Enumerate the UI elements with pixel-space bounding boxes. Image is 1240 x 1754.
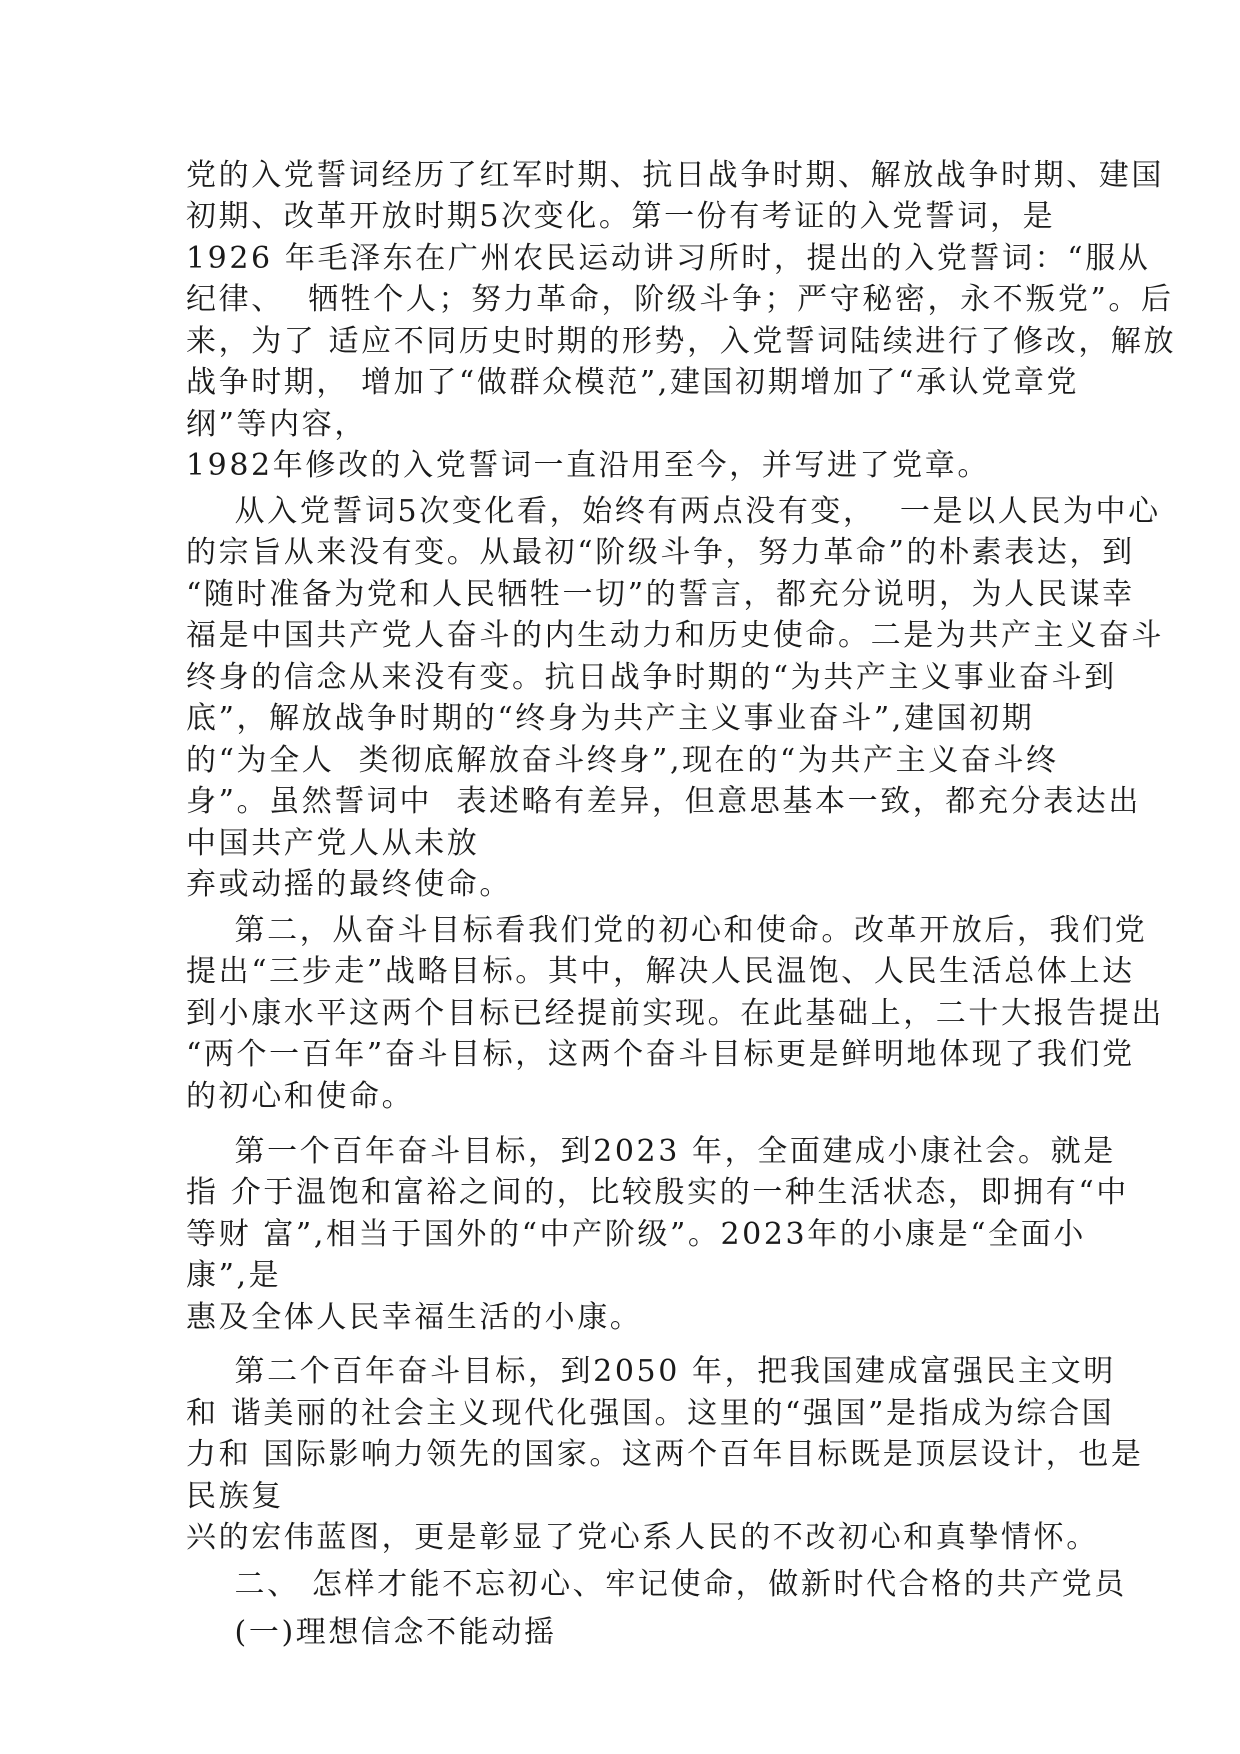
section-heading: 二、 怎样才能不忘初心、牢记使命，做新时代合格的共产党员 (186, 1567, 1127, 1603)
text-line: 弃或动摇的最终使命。 (186, 867, 512, 903)
text-line: 等财 富”,相当于国外的“中产阶级”。2023年的小康是“全面小 (186, 1216, 1086, 1252)
text-line: 1982年修改的入党誓词一直沿用至今，并写进了党章。 (186, 448, 990, 484)
subsection-heading: (一)理想信念不能动摇 (186, 1615, 557, 1650)
text-line: 的宗旨从来没有变。从最初“阶级斗争，努力革命”的朴素表达，到 (186, 535, 1135, 571)
text-line: 纲”等内容， (186, 406, 367, 442)
text-line: 身”。虽然誓词中 表述略有差异，但意思基本一致，都充分表达出 (186, 784, 1142, 820)
text-line: 民族复 (186, 1478, 284, 1514)
text-line: 党的入党誓词经历了红军时期、抗日战争时期、解放战争时期、建国 (186, 158, 1164, 193)
text-line: 底”，解放战争时期的“终身为共产主义事业奋斗”,建国初期 (186, 701, 1035, 737)
text-line: 战争时期， 增加了“做群众模范”,建国初期增加了“承认党章党 (186, 365, 1080, 401)
text-line: 纪律、 牺牲个人；努力革命，阶级斗争；严守秘密，永不叛党”。后 (186, 282, 1174, 318)
text-line: 初期、改革开放时期5次变化。第一份有考证的入党誓词，是 (186, 199, 1056, 235)
text-line: 中国共产党人从未放 (186, 825, 480, 861)
text-line: 康”,是 (186, 1258, 282, 1294)
text-line: 的初心和使命。 (186, 1078, 415, 1114)
text-line: 终身的信念从来没有变。抗日战争时期的“为共产主义事业奋斗到 (186, 659, 1117, 695)
paragraph-first-line: 第二个百年奋斗目标，到2050 年，把我国建成富强民主文明 (186, 1354, 1116, 1390)
text-line: 的“为全人 类彻底解放奋斗终身”,现在的“为共产主义奋斗终 (186, 742, 1059, 778)
text-line: 惠及全体人民幸福生活的小康。 (186, 1299, 643, 1335)
text-line: 福是中国共产党人奋斗的内生动力和历史使命。二是为共产主义奋斗 (186, 618, 1164, 654)
paragraph-first-line: 第二，从奋斗目标看我们党的初心和使命。改革开放后，我们党 (186, 912, 1148, 948)
paragraph-first-line: 第一个百年奋斗目标，到2023 年，全面建成小康社会。就是 (186, 1133, 1116, 1169)
text-line: “两个一百年”奋斗目标，这两个奋斗目标更是鲜明地体现了我们党 (186, 1037, 1135, 1073)
text-line: 来，为了 适应不同历史时期的形势，入党誓词陆续进行了修改，解放 (186, 323, 1177, 359)
text-line: 力和 国际影响力领先的国家。这两个百年目标既是顶层设计，也是 (186, 1437, 1144, 1473)
text-line: “随时准备为党和人民牺牲一切”的誓言，都充分说明，为人民谋幸 (186, 576, 1135, 612)
text-line: 兴的宏伟蓝图，更是彰显了党心系人民的不改初心和真挚情怀。 (186, 1519, 1099, 1555)
text-line: 到小康水平这两个目标已经提前实现。在此基础上，二十大报告提出 (186, 995, 1164, 1031)
text-line: 1926 年毛泽东在广州农民运动讲习所时，提出的入党誓词：“服从 (186, 240, 1151, 276)
text-line: 指 介于温饱和富裕之间的，比较殷实的一种生活状态，即拥有“中 (186, 1175, 1129, 1211)
text-line: 和 谐美丽的社会主义现代化强国。这里的“强国”是指成为综合国 (186, 1395, 1115, 1431)
text-line: 提出“三步走”战略目标。其中，解决人民温饱、人民生活总体上达 (186, 954, 1135, 990)
paragraph-first-line: 从入党誓词5次变化看，始终有两点没有变， 一是以人民为中心 (186, 493, 1161, 529)
